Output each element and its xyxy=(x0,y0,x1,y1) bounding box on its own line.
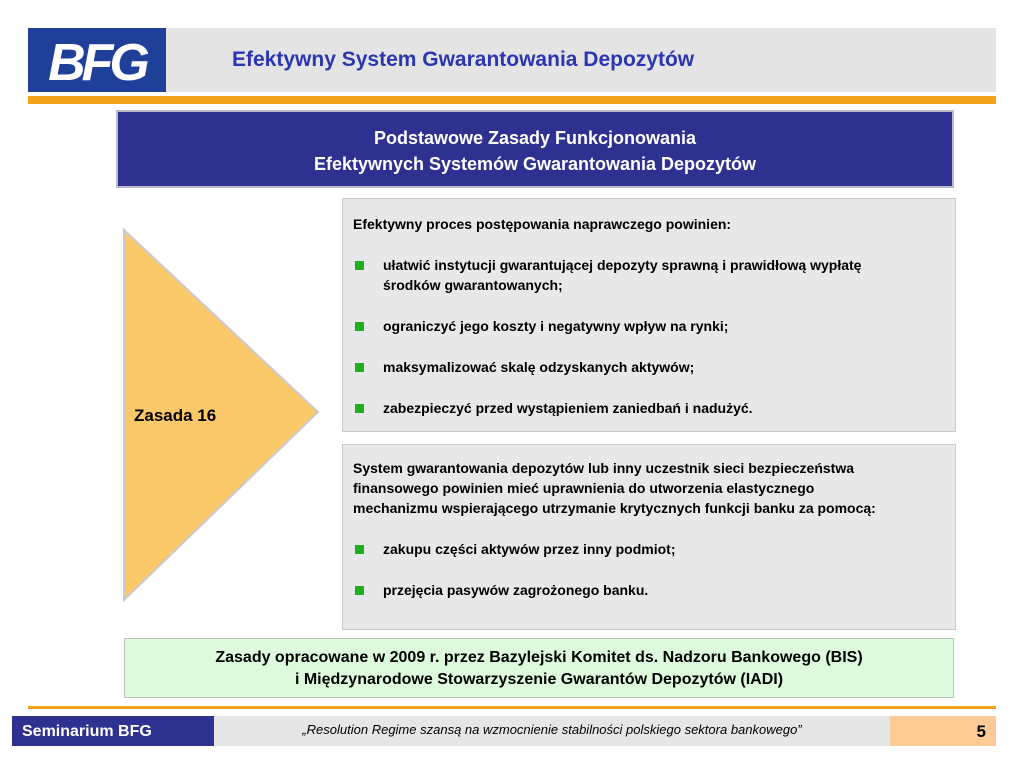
panel1-bullet-list xyxy=(353,255,955,418)
bullet-text: maksymalizować skalę odzyskanych aktywów; xyxy=(383,359,695,375)
bullet-text: ograniczyć jego koszty i negatywny wpływ na rynki; xyxy=(383,318,729,334)
panel2-intro: System gwarantowania depozytów lub inny uczestnik sieci bezpieczeństwa finansowego powinien mieć uprawnienia do utworzenia elastycznego mechanizmu wspierającego utrzymanie krytycznych funkcji banku za pomocą: xyxy=(353,460,876,516)
principles-line-2: Efektywnych Systemów Gwarantowania Depozytów xyxy=(313,154,757,174)
page-title: Efektywny System Gwarantowania Depozytów xyxy=(232,48,695,71)
panel2-bullet-list xyxy=(353,539,955,600)
bullet-square-icon xyxy=(355,363,364,372)
note-line-1: Zasady opracowane w 2009 r. przez Bazylejski Komitet ds. Nadzoru Bankowego (BIS) xyxy=(215,649,863,666)
logo-text: BFG xyxy=(48,34,146,92)
flexible-mechanism-panel xyxy=(342,444,956,630)
bullet-text: przejęcia pasywów zagrożonego banku. xyxy=(383,582,649,598)
bullet-square-icon xyxy=(355,545,364,554)
bfg-logo xyxy=(28,28,166,92)
list-item xyxy=(353,357,955,377)
bullet-text: zakupu części aktywów przez inny podmiot; xyxy=(383,541,676,557)
panel1-intro: Efektywny proces postępowania naprawczego powinien: xyxy=(353,216,732,232)
source-note xyxy=(124,638,954,698)
footer-divider xyxy=(28,706,996,709)
list-item xyxy=(353,255,913,295)
list-item xyxy=(353,398,955,418)
footer-subtitle: „Resolution Regime szansą na wzmocnienie stabilności polskiego sektora bankowego” xyxy=(214,716,890,746)
header-divider xyxy=(28,96,996,104)
list-item xyxy=(353,316,955,336)
principle-label: Zasada 16 xyxy=(134,406,217,425)
page-number: 5 xyxy=(890,716,996,746)
bullet-square-icon xyxy=(355,586,364,595)
bullet-square-icon xyxy=(355,261,364,270)
note-line-2: i Międzynarodowe Stowarzyszenie Gwarantów Depozytów (IADI) xyxy=(294,671,784,688)
footer-seminar-label: Seminarium BFG xyxy=(12,716,214,746)
principles-banner xyxy=(116,110,954,188)
list-item xyxy=(353,580,955,600)
bullet-square-icon xyxy=(355,322,364,331)
bullet-text: ułatwić instytucji gwarantującej depozyty sprawną i prawidłową wypłatę środków gwarantowanych; xyxy=(383,257,862,293)
recovery-process-panel xyxy=(342,198,956,432)
bullet-square-icon xyxy=(355,404,364,413)
principles-line-1: Podstawowe Zasady Funkcjonowania xyxy=(373,128,697,148)
list-item xyxy=(353,539,955,559)
bullet-text: zabezpieczyć przed wystąpieniem zaniedbań i nadużyć. xyxy=(383,400,753,416)
